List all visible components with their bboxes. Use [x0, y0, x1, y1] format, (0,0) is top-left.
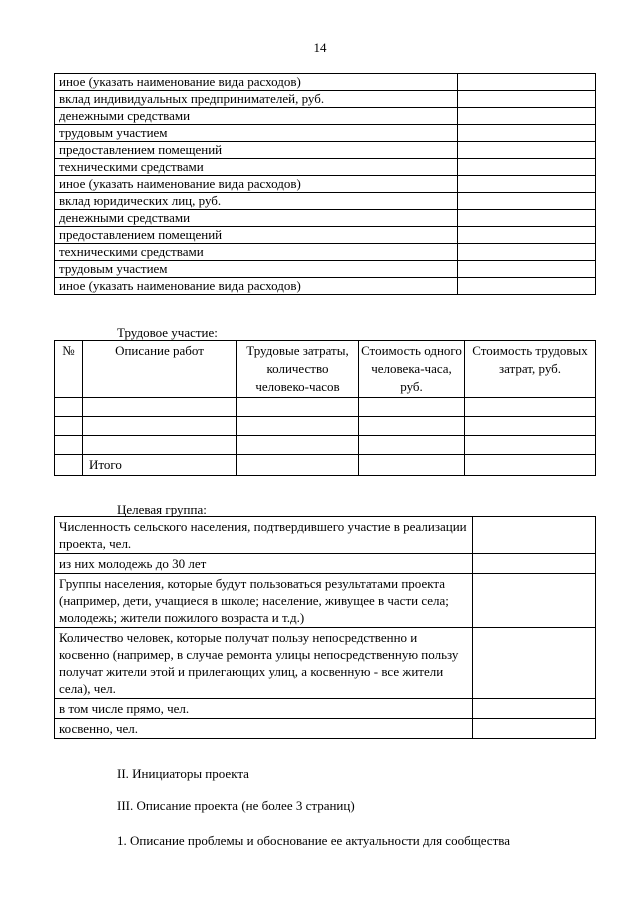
table-row — [55, 574, 596, 628]
table-row — [55, 193, 596, 210]
row-label: денежными средствами — [55, 108, 458, 125]
cell — [237, 417, 359, 436]
cell — [83, 436, 237, 455]
table-row — [55, 176, 596, 193]
cell — [359, 398, 465, 417]
expenses-table — [54, 73, 596, 295]
value-cell — [473, 628, 596, 699]
cell — [83, 398, 237, 417]
value-cell — [458, 108, 596, 125]
table-row — [55, 398, 596, 417]
cell — [465, 398, 596, 417]
column-header: Трудовые затраты, количество человеко-часов — [237, 341, 359, 398]
cell — [237, 455, 359, 476]
row-label: техническими средствами — [55, 159, 458, 176]
row-label: Количество человек, которые получат пользу непосредственно и косвенно (например, в случае ремонта улицы непосредственную пользу получат жители этой и прилегающих улиц, а косвенную - все жители села), чел. — [55, 628, 473, 699]
cell — [55, 455, 83, 476]
value-cell — [458, 74, 596, 91]
total-label: Итого — [83, 455, 237, 476]
value-cell — [458, 159, 596, 176]
table-row — [55, 436, 596, 455]
cell — [55, 417, 83, 436]
cell — [359, 436, 465, 455]
column-header: Стоимость одного человека-часа, руб. — [359, 341, 465, 398]
table-row — [55, 719, 596, 739]
table-row — [55, 142, 596, 159]
value-cell — [473, 719, 596, 739]
table-row — [55, 699, 596, 719]
table-row — [55, 227, 596, 244]
table-row — [55, 91, 596, 108]
cell — [237, 436, 359, 455]
row-label: техническими средствами — [55, 244, 458, 261]
table-row — [55, 261, 596, 278]
labor-caption: Трудовое участие: — [117, 325, 218, 340]
row-label: предоставлением помещений — [55, 227, 458, 244]
table-row — [55, 74, 596, 91]
table-row — [55, 244, 596, 261]
row-label: Группы населения, которые будут пользоваться результатами проекта (например, дети, учащиеся в школе; население, живущее в части села; молодежь; жители пожилого возраста и т.д.) — [55, 574, 473, 628]
row-label: вклад индивидуальных предпринимателей, руб. — [55, 91, 458, 108]
cell — [359, 455, 465, 476]
value-cell — [458, 244, 596, 261]
value-cell — [473, 554, 596, 574]
row-label: денежными средствами — [55, 210, 458, 227]
value-cell — [458, 176, 596, 193]
total-row — [55, 455, 596, 476]
value-cell — [458, 91, 596, 108]
value-cell — [473, 517, 596, 554]
column-header: № — [55, 341, 83, 398]
row-label: косвенно, чел. — [55, 719, 473, 739]
cell — [465, 455, 596, 476]
row-label: предоставлением помещений — [55, 142, 458, 159]
section-heading: 1. Описание проблемы и обоснование ее актуальности для сообщества — [117, 833, 510, 848]
cell — [237, 398, 359, 417]
target-group-caption: Целевая группа: — [117, 502, 207, 517]
cell — [465, 436, 596, 455]
row-label: трудовым участием — [55, 125, 458, 142]
row-label: в том числе прямо, чел. — [55, 699, 473, 719]
column-header: Описание работ — [83, 341, 237, 398]
table-row — [55, 210, 596, 227]
section-heading: III. Описание проекта (не более 3 страниц) — [117, 798, 355, 813]
table-row — [55, 125, 596, 142]
section-heading: II. Инициаторы проекта — [117, 766, 249, 781]
target-group-table — [54, 516, 596, 739]
value-cell — [458, 227, 596, 244]
value-cell — [473, 574, 596, 628]
table-row — [55, 159, 596, 176]
row-label: из них молодежь до 30 лет — [55, 554, 473, 574]
value-cell — [458, 278, 596, 295]
table-row — [55, 628, 596, 699]
labor-table — [54, 340, 596, 476]
value-cell — [458, 193, 596, 210]
table-header-row — [55, 341, 596, 398]
row-label: Численность сельского населения, подтвердившего участие в реализации проекта, чел. — [55, 517, 473, 554]
table-row — [55, 554, 596, 574]
row-label: вклад юридических лиц, руб. — [55, 193, 458, 210]
value-cell — [473, 699, 596, 719]
value-cell — [458, 125, 596, 142]
column-header: Стоимость трудовых затрат, руб. — [465, 341, 596, 398]
value-cell — [458, 142, 596, 159]
cell — [55, 398, 83, 417]
page-number: 14 — [313, 40, 327, 55]
cell — [55, 436, 83, 455]
cell — [465, 417, 596, 436]
row-label: трудовым участием — [55, 261, 458, 278]
cell — [359, 417, 465, 436]
table-row — [55, 417, 596, 436]
value-cell — [458, 210, 596, 227]
row-label: иное (указать наименование вида расходов) — [55, 278, 458, 295]
table-row — [55, 278, 596, 295]
value-cell — [458, 261, 596, 278]
row-label: иное (указать наименование вида расходов) — [55, 176, 458, 193]
table-row — [55, 108, 596, 125]
row-label: иное (указать наименование вида расходов) — [55, 74, 458, 91]
table-row — [55, 517, 596, 554]
cell — [83, 417, 237, 436]
